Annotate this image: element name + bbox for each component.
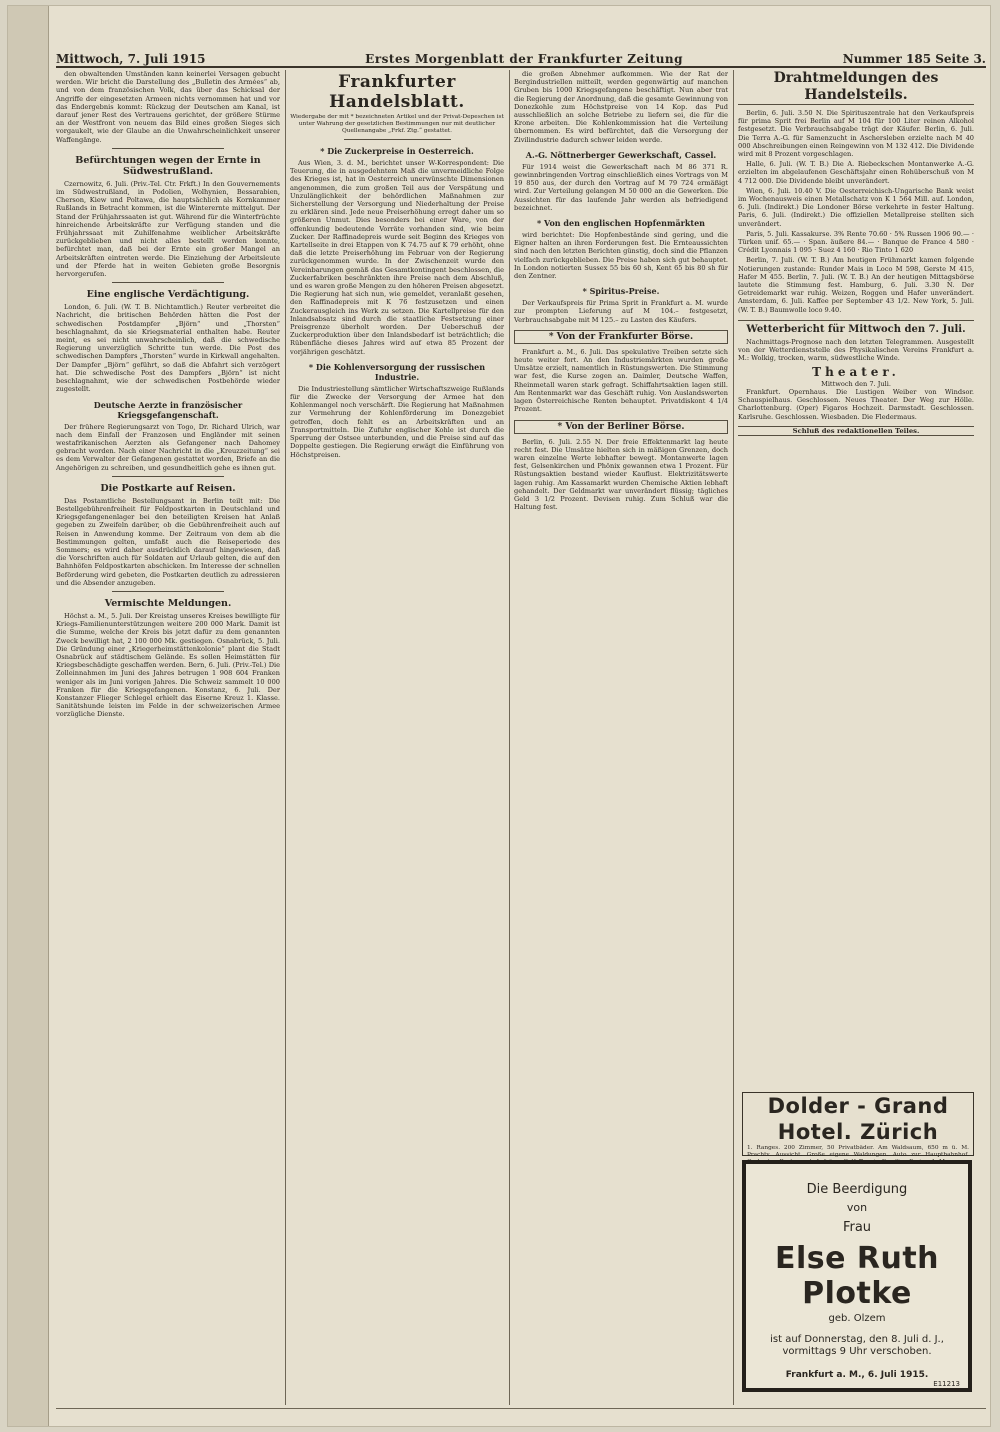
headline-frankfurter-boerse: * Von der Frankfurter Börse. xyxy=(514,330,728,344)
article-kohlenversorgung: Die Industriestellung sämtlicher Wirtschaftszweige Rußlands für die Zwecke der Versorgung der Armee hat den Kohlenmangel noch verschärft. Die Regierung hat Maßnahmen zur Vermehrung der Kohlenförderung im Donezgebiet getroffen, doch fehlt es an Arbeitskräften und an Transportmitteln. Die Zufuhr englischer Kohle ist durch die Sperrung der Ostsee unterbunden, und die Preise sind auf das Doppelte gestiegen. Die Regierung erwägt die Einführung von Höchstpreisen. xyxy=(290,384,504,459)
headline-aerzte: Deutsche Aerzte in französischer Kriegsgefangenschaft. xyxy=(93,399,243,420)
end-of-editorial-notice: Schluß des redaktionellen Teiles. xyxy=(738,426,974,436)
report-produkte: Berlin, 7. Juli. (W. T. B.) Am heutigen Frühmarkt kamen folgende Notierungen zustande: Runder Mais in Loco M 598, Gerste M 415, Hafer M 455. Berlin, 7. Juli. (W. T. B.) An der heutigen Mittagsbörse lautete die Stimmung fest. Hamburg, 6. Juli. 3.30 N. Der Getreidemarkt war ruhig. Weizen, Roggen und Hafer unverändert. Amsterdam, 6. Juli. Kaffee per September 43 1/2. New York, 5. Juli. (W. T. B.) Baumwolle loco 9.40. xyxy=(738,256,974,314)
article-vermischte: Höchst a. M., 5. Juli. Der Kreistag unseres Kreises bewilligte für Kriegs-Familienunterstützungen weitere 200 000 Mark. Damit ist die Summe, welche der Kreis bis jetzt dafür zu dem genannten Zweck bewilligt hat, 2 100 000 Mk. gestiegen. Osnabrück, 5. Juli. Die Gründung einer „Kriegerheimstättenkolonie“ plant die Stadt Osnabrück auf städtischem Gelände. Es sollen Heimstätten für Kriegsbeschädigte geschaffen werden. Bern, 6. Juli. (Priv.-Tel.) Die Zolleinnahmen im Juni des Jahres betrugen 1 908 604 Franken weniger als im Juni vorigen Jahres. Die Schweiz sammelt 10 000 Franken für die Kriegsgefangenen. Konstanz, 6. Juli. Der Konstanzer Flieger Schlegel erhielt das Eiserne Kreuz 1. Klasse. Sanitätshunde leisten im Felde in der schweizerischen Armee vorzügliche Dienste. xyxy=(56,611,280,719)
article-gewerkschaft: Für 1914 weist die Gewerkschaft nach M 86 371 R. gewinnbringenden Vortrag einschließlich eines Vortrags von M 19 850 aus, der durch den Vortrag auf M 79 724 ermäßigt wird. Zur Verteilung gelangen M 50 000 an die Gewerken. Die Aussichten für das laufende Jahr werden als befriedigend bezeichnet. xyxy=(514,162,728,212)
column-rule xyxy=(733,70,734,1405)
obituary-text: ist auf Donnerstag, den 8. Juli d. J., vormittags 9 Uhr verschoben. xyxy=(770,1334,944,1357)
headline-kohlenversorgung: * Die Kohlenversorgung der russischen Industrie. xyxy=(308,361,486,382)
column-rule xyxy=(509,70,510,1405)
headline-zuckerpreise: * Die Zuckerpreise in Oesterreich. xyxy=(320,146,474,156)
divider xyxy=(112,476,224,477)
table-kassakurse: Paris, 5. Juli. Kassakurse. 3% Rente 70.60 · 5% Russen 1906 90.— · Türken unif. 65.— · Span. äußere 84.— · Banque de France 4 580 · Crédit Lyonnais 1 095 · Suez 4 160 · Rio Tinto 1 620 xyxy=(738,229,974,255)
article-ernte: Czernowitz, 6. Juli. (Priv.-Tel. Ctr. Frkft.) In den Gouvernements im Südwestrußland, in Podolien, Wolhynien, Bessarabien, Cherson, Kiew und Poltawa, die hauptsächlich als Kornkammer Rußlands in Betracht kommen, ist die Winterernte mittelgut. Der Stand der Frühjahrssaaten ist gut. Während für die Winterfrüchte hinreichende Arbeitskräfte zur Verfügung standen und die Frühjahrssaat mit Zuhilfenahme weiblicher Arbeitskräfte zurückgeblieben und nicht alles bestellt werden konnte, befürchtet man, daß bei der Ernte ein großer Mangel an Arbeitskräften eintreten werde. Die Einziehung der Arbeitsleute und der Pferde hat in weiten Gebieten große Besorgnis hervorgerufen. xyxy=(56,179,280,279)
article-hopfen: wird berichtet: Die Hopfenbestände sind gering, und die Eigner halten an ihren Forderungen fest. Die Ernteaussichten sind nach den letzten Berichten günstig, doch sind die Pflanzen vielfach zurückgeblieben. Die Preise haben sich gut behauptet. In London notierten Sussex 55 bis 60 sh, Kent 65 bis 80 sh für den Zentner. xyxy=(514,231,728,281)
article-wetter: Nachmittags-Prognose nach den letzten Telegrammen. Ausgestellt von der Wetterdienststelle des Physikalischen Vereins Frankfurt a. M.: Wolkig, trocken, warm, südwestliche Winde. xyxy=(738,337,974,363)
ad-dolder-hotel xyxy=(742,1092,974,1156)
adjacent-page-edge xyxy=(8,6,49,1426)
obituary-line: Die Beerdigung xyxy=(806,1182,908,1197)
headline-ernte: Befürchtungen wegen der Ernte in Südwestrußland. xyxy=(75,154,261,177)
obituary-notice xyxy=(742,1160,972,1392)
masthead-page-number: Nummer 185 Seite 3. xyxy=(842,52,986,66)
section-title-drahtmeldungen: Drahtmeldungen des Handelsteils. xyxy=(738,70,974,105)
headline-theater: Theater. xyxy=(812,365,900,380)
ad-dolder-body: 1. Ranges. 200 Zimmer, 50 Privatbäder. Am Waldsaum, 650 m ü. M. Prachtv. Aussicht. Große eigene Waldungen. Auto zur Hauptbahnhof. xyxy=(747,1145,969,1158)
headline-berliner-boerse: * Von der Berliner Börse. xyxy=(514,420,728,434)
section-subtitle: Wiedergabe der mit * bezeichneten Artikel und der Privat-Depeschen ist unter Wahrung der gesetzlichen Bestimmungen nur mit deutlicher Quellenangabe „Frkf. Ztg.“ gestattet. xyxy=(290,114,504,134)
article-postkarte: Das Postamtliche Bestellungsamt in Berlin teilt mit: Die Bestellgebührenfreiheit für Feldpostkarten in Deutschland und Kriegsgefangenenlager bei den beteiligten Kreisen hat Anlaß gegeben zu Zweifeln darüber, ob die Gebührenfreiheit auch auf Reisen in Anwendung komme. Der Zeitraum von dem ab die Bestimmungen gelten, umfaßt auch die Reiseperiode des Sommers; es wird daher ausdrücklich darauf hingewiesen, daß die Vorschriften auch für Soldaten auf Urlaub gelten, die auf den Bahnhöfen Feldpostkarten abschicken. Im Interesse der schnellen Beförderung wird gebeten, die Postkarten deutlich zu adressieren und die Absender anzugeben. xyxy=(56,496,280,587)
obituary-code: E11213 xyxy=(933,1380,960,1388)
page-bottom-rule xyxy=(56,1408,986,1409)
obituary-line: Frau xyxy=(842,1220,872,1235)
column-rule xyxy=(285,70,286,1405)
divider xyxy=(112,282,224,283)
article-berliner-boerse: Berlin, 6. Juli. 2.55 N. Der freie Effektenmarkt lag heute recht fest. Die Umsätze hielten sich in mäßigen Grenzen, doch waren einzelne Werte lebhafter bewegt. Montanwerte lagen fest, Gelsenkirchen und Phönix gewannen etwa 1 Prozent. Für Rüstungsaktien bestand wieder Kauflust. Elektrizitätswerte lagen ruhig. Am Kassamarkt wurden Chemische Aktien lebhaft gehandelt. Der Geldmarkt war unverändert flüssig; tägliches Geld 3 1/2 Prozent. Devisen ruhig. Zum Schluß war die Haltung fest. xyxy=(514,437,728,512)
obituary-place-date: Frankfurt a. M., 6. Juli 1915. xyxy=(785,1370,929,1380)
masthead-title: Erstes Morgenblatt der Frankfurter Zeitung xyxy=(365,52,684,66)
article-spiritus: Der Verkaufspreis für Prima Sprit in Frankfurt a. M. wurde zur prompten Lieferung auf M 104.– festgesetzt, Verbrauchsabgabe mit M 125.– zu Lasten des Käufers. xyxy=(514,299,728,324)
headline-spiritus: * Spiritus-Preise. xyxy=(582,286,660,297)
column-3 xyxy=(514,70,728,1410)
article-verdaechtigung: London, 6. Juli. (W. T. B. Nichtamtlich.) Reuter verbreitet die Nachricht, die britischen Behörden hätten die Post der schwedischen Postdampfer „Björn“ und „Thorsten“ beschlagnahmt, da sie Kriegsmaterial enthalten habe. Reuter meint, es sei nicht unwahrscheinlich, daß die schwedische Regierung unverzüglich Schritte tun werde. Die Post des schwedischen Dampfers „Thorsten“ wurde in Kirkwall angehalten. Der Dampfer „Björn“ geführt, so daß die Abfahrt sich verzögert hat. Die schwedische Post des Dampfers „Björn“ ist nicht beschlagnahmt, wie der schwedischen Postbehörde wieder zugestellt. xyxy=(56,303,280,394)
divider xyxy=(112,148,224,149)
headline-wetterbericht: Wetterbericht für Mittwoch den 7. Juli. xyxy=(738,320,974,336)
column-1 xyxy=(56,70,280,1410)
headline-vermischte: Vermischte Meldungen. xyxy=(104,597,232,609)
obituary-name: Else Ruth Plotke xyxy=(774,1241,940,1311)
section-title-handelsblatt: Frankfurter Handelsblatt. xyxy=(329,72,465,112)
obituary-maiden-name: geb. Olzem xyxy=(828,1313,886,1324)
ad-dolder-title: Dolder - Grand Hotel. Zürich xyxy=(767,1094,949,1144)
article-aerzte: Der frühere Regierungsarzt von Togo, Dr. Richard Ulrich, war nach dem Einfall der Franzosen und Engländer mit seinen westafrikanischen Aerzten als Gefangener nach Dahomey gebracht worden. Nach einer Nachricht in die „Kreuzzeitung“ sei es dem Verwalter der Gefangenen gestattet worden, Briefe an die Angehörigen zu schreiben, und gesundheitlich gehe es ihnen gut. xyxy=(56,422,280,472)
article-continuation: den obwaltenden Umständen kann keinerlei Versagen gebucht werden. Wir bricht die Darstellung des „Bulletin des Armées“ ab, und von dem französischen Volk, das über das Schicksal der Angriffe der eingesetzten Armeen nichts vernommen hat und vor das Endergebnis kommt: Rückzug der Deutschen am Kanal, ist darauf jener Rest des Vertrauens gerichtet, der größere Stürme an der Westfront von neuem das Bild eines großen Sieges sich vorgaukelt, wie der Glaube an die Unwahrscheinlichkeit unserer Waffengänge. xyxy=(56,70,280,144)
headline-verdaechtigung: Eine englische Verdächtigung. xyxy=(86,289,250,301)
masthead xyxy=(56,44,986,68)
report-wien-london: Wien, 6. Juli. 10.40 V. Die Oesterreichisch-Ungarische Bank weist im Wochenausweis einen Metallschatz von K 1 564 Mill. auf. London, 6. Juli. (Indirekt.) Die Londoner Börse verkehrte in fester Haltung. Paris, 6. Juli. (Indirekt.) Die offiziellen Metallpreise stellten sich unverändert. xyxy=(738,186,974,228)
theater-listing: Frankfurt. Opernhaus. Die Lustigen Weiber von Windsor. Schauspielhaus. Geschlossen. Neues Theater. Der Weg zur Hölle. Charlottenburg. (Oper) Figaros Hochzeit. Darmstadt. Geschlossen. Karlsruhe. Geschlossen. Wiesbaden. Die Fledermaus. xyxy=(738,387,974,421)
theater-date: Mittwoch den 7. Juli. xyxy=(821,379,891,388)
report-spiritus: Berlin, 6. Juli. 3.50 N. Die Spirituszentrale hat den Verkaufspreis für prima Sprit frei Berlin auf M 104 für 100 Liter reinen Alkohol festgesetzt. Die Verbrauchsabgabe trägt der Käufer. Berlin, 6. Juli. Die Terra A.-G. für Samenzucht in Aschersleben erzielte nach M 40 000 Abschreibungen einen Reingewinn von M 132 412. Die Dividende wird mit 8 Prozent vorgeschlagen. xyxy=(738,109,974,159)
divider xyxy=(112,591,224,592)
headline-postkarte: Die Postkarte auf Reisen. xyxy=(100,482,236,494)
headline-hopfen: * Von den englischen Hopfenmärkten xyxy=(537,218,705,229)
headline-gewerkschaft: A.-G. Nöttnerberger Gewerkschaft, Cassel. xyxy=(525,149,717,160)
divider xyxy=(344,139,451,140)
article-frankfurter-boerse: Frankfurt a. M., 6. Juli. Das spekulative Treiben setzte sich heute weiter fort. An den Industriemärkten wurden große Umsätze erzielt, namentlich in Rüstungswerten. Die Stimmung war fest, die Kurse zogen an. Daimler, Deutsche Waffen, Rheinmetall waren stark gefragt. Schiffahrtsaktien lagen still. Am Rentenmarkt war das Geschäft ruhig. Von Auslandswerten lagen Österreichische Renten behauptet. Privatdiskont 4 1/4 Prozent. xyxy=(514,347,728,414)
report-halle: Halle, 6. Juli. (W. T. B.) Die A. Riebeckschen Montanwerke A.-G. erzielten im abgelaufenen Geschäftsjahr einen Rohüberschuß von M 4 712 000. Die Dividende bleibt unverändert. xyxy=(738,160,974,185)
article-continuation: die großen Abnehmer aufkommen. Wie der Rat der Bergindustriellen mitteilt, werden gegenwärtig auf manchen Gruben bis 1000 Kriegsgefangene beschäftigt. Nun aber trat die Regierung der Anordnung, daß die gesamte Gewinnung von Donezkohle zum Höchstpreise von 14 Kop. das Pud ausschließlich an solche Betriebe zu liefern sei, die für die Krone arbeiten. Die Kohlenkommission hat die Verteilung übernommen. Es wird befürchtet, daß die Versorgung der Zivilindustrie dadurch schwer leiden werde. xyxy=(514,70,728,144)
column-2 xyxy=(290,70,504,1410)
masthead-date: Mittwoch, 7. Juli 1915 xyxy=(56,52,206,66)
obituary-line: von xyxy=(846,1201,868,1214)
article-zuckerpreise: Aus Wien, 3. d. M., berichtet unser W-Korrespondent: Die Teuerung, die in ausgedehntem Maß die unvermeidliche Folge des Krieges ist, hat in Oesterreich unerwünschte Dimensionen angenommen, die zum großen Teil aus der Verspätung und Unzulänglichkeit der behördlichen Maßnahmen zur Sicherstellung der Versorgung und Niederhaltung der Preise zu erklären sind. Jede neue Preiserhöhung erregt daher um so größeren Unmut. Dies besonders bei einer Ware, von der offenkundig bedeutende Vorräte vorhanden sind, wie beim Zucker. Der Raffinadepreis wurde seit Beginn des Krieges von Kartellseite in drei Etappen von K 74.75 auf K 79 erhöht, ohne daß die letzte Preiserhöhung im Februar von der Regierung zurückgenommen wurde. In der Zwischenzeit wurde den Vereinbarungen gemäß das Gesamtkontingent beschlossen, die Zuckerfabriken beschränkten ihre Preise nach dem Abschluß, und es waren große Mengen zu den höheren Preisen abgesetzt. Die Regierung hat sich nun, wie gemeldet, veranlaßt gesehen, den Raffinadepreis mit K 76 festzusetzen und einen Zuckerausgleich ins Werk zu setzen. Die Kartellpreise für den Inlandsabsatz sind durch die staatliche Festsetzung einer Preisgrenze überholt worden. Der Ueberschuß der Zuckerproduktion über den Inlandsbedarf ist beträchtlich; die Rübenfläche dieses Jahres wird auf etwa 85 Prozent der vorjährigen geschätzt. xyxy=(290,159,504,356)
column-4 xyxy=(738,70,974,1085)
